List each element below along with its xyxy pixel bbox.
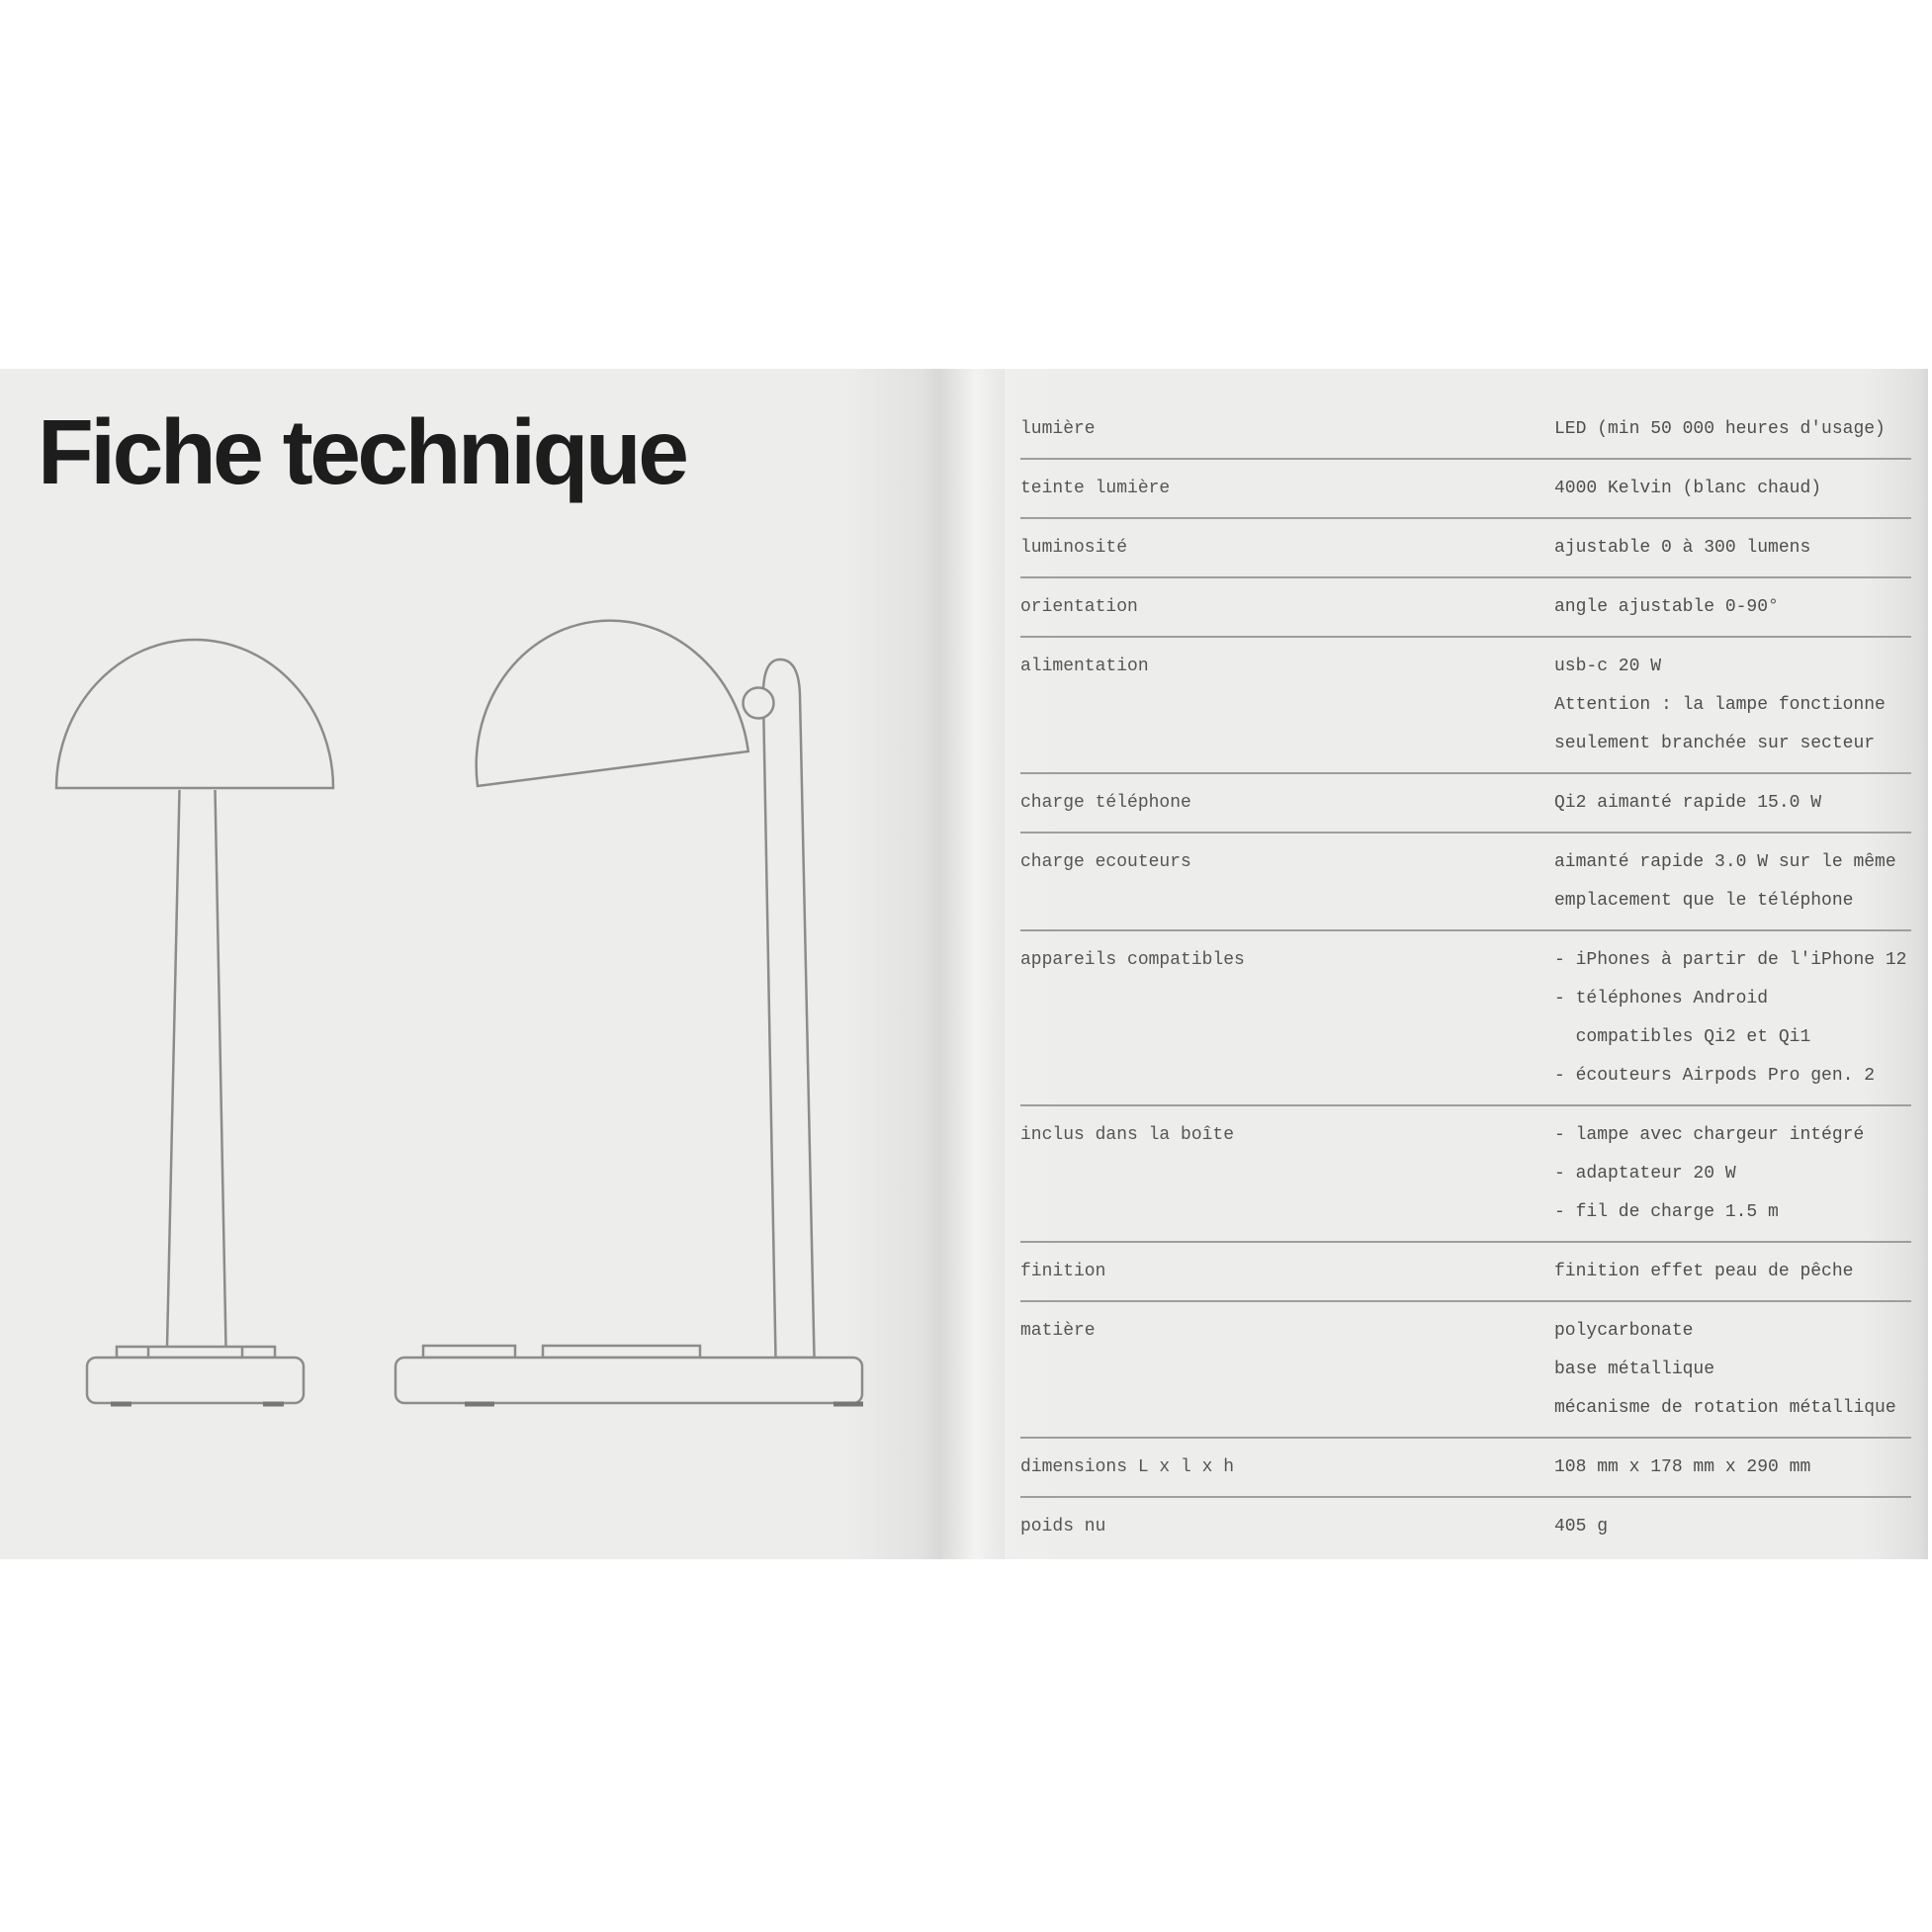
spec-value: Qi2 aimanté rapide 15.0 W (1554, 793, 1822, 813)
spec-row-alimentation (1020, 638, 1911, 774)
spec-value: finition effet peau de pêche (1554, 1262, 1854, 1281)
spec-label: appareils compatibles (1020, 950, 1245, 970)
spec-row-finition (1020, 1243, 1911, 1302)
spec-label: teinte lumière (1020, 479, 1171, 498)
spec-row-dimensions (1020, 1439, 1911, 1498)
spec-row-matiere (1020, 1302, 1911, 1439)
spec-value: - iPhones à partir de l'iPhone 12 - téléphones Android compatibles Qi2 et Qi1 - écouteurs Airpods Pro gen. 2 (1554, 950, 1907, 1086)
spec-value: usb-c 20 W Attention : la lampe fonctionne seulement branchée sur secteur (1554, 657, 1886, 753)
spec-row-lumiere (1020, 400, 1911, 460)
spec-label: poids nu (1020, 1517, 1106, 1537)
page-title: Fiche technique (38, 400, 686, 503)
spec-label: alimentation (1020, 657, 1149, 676)
spec-label: orientation (1020, 597, 1138, 617)
spec-value: 108 mm x 178 mm x 290 mm (1554, 1457, 1811, 1477)
spec-value: aimanté rapide 3.0 W sur le même emplacement que le téléphone (1554, 852, 1896, 911)
spec-row-inclus-boite (1020, 1106, 1911, 1243)
spec-value: angle ajustable 0-90° (1554, 597, 1779, 617)
spec-value: polycarbonate base métallique mécanisme de rotation métallique (1554, 1321, 1896, 1418)
spec-label: charge téléphone (1020, 793, 1191, 813)
lamp-front-view-drawing (56, 640, 333, 1404)
spec-row-charge-telephone (1020, 774, 1911, 834)
spec-label: charge ecouteurs (1020, 852, 1191, 872)
spec-label: dimensions L x l x h (1020, 1457, 1235, 1477)
spec-row-teinte-lumiere (1020, 460, 1911, 519)
spec-row-orientation (1020, 578, 1911, 638)
spec-value: 405 g (1554, 1517, 1609, 1537)
spec-row-luminosite (1020, 519, 1911, 578)
spec-value: LED (min 50 000 heures d'usage) (1554, 419, 1886, 439)
spec-row-charge-ecouteurs (1020, 834, 1911, 931)
spec-row-poids (1020, 1498, 1911, 1555)
spec-value: 4000 Kelvin (blanc chaud) (1554, 479, 1822, 498)
spec-value: ajustable 0 à 300 lumens (1554, 538, 1811, 558)
spec-label: matière (1020, 1321, 1096, 1341)
spec-label: finition (1020, 1262, 1106, 1281)
lamp-side-view-drawing (395, 604, 863, 1404)
spec-label: luminosité (1020, 538, 1128, 558)
spec-table (1020, 369, 1911, 1555)
spec-value: - lampe avec chargeur intégré - adaptateur 20 W - fil de charge 1.5 m (1554, 1125, 1865, 1222)
spec-label: lumière (1020, 419, 1096, 439)
spec-row-appareils-compatibles (1020, 931, 1911, 1106)
spec-label: inclus dans la boîte (1020, 1125, 1235, 1145)
